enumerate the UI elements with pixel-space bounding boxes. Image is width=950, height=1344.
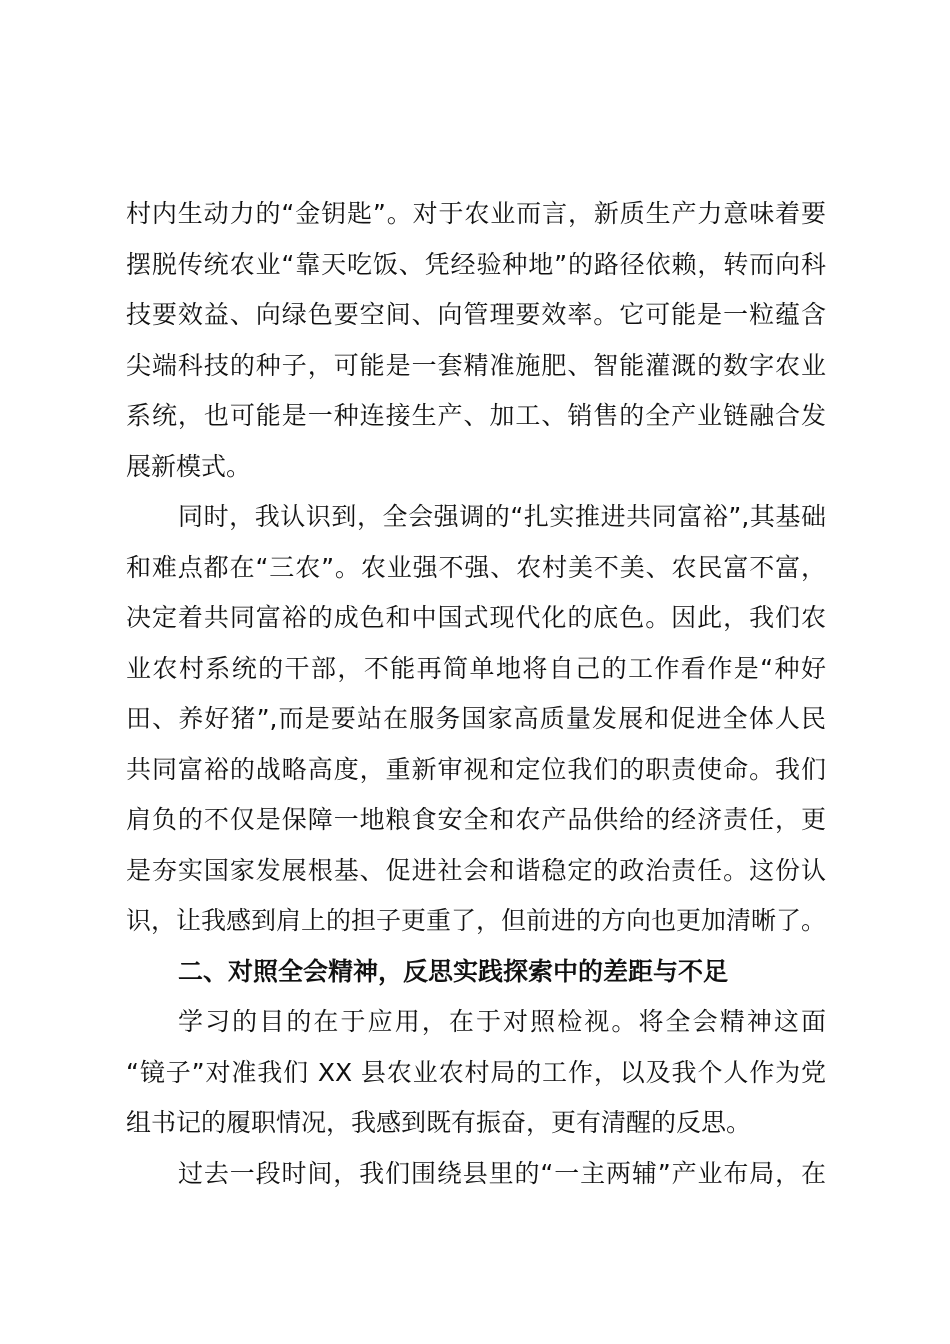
text-line: 组书记的履职情况，我感到既有振奋，更有清醒的反思。: [126, 1108, 752, 1137]
text-line: 尖端科技的种子，可能是一套精准施肥、智能灌溉的数字农业: [126, 350, 826, 380]
heading-text: 二、对照全会精神，反思实践探索中的差距与不足: [178, 956, 729, 986]
text-line: “镜子”对准我们 XX 县农业农村局的工作，以及我个人作为党: [126, 1057, 826, 1087]
text-line: 村内生动力的“金钥匙”。对于农业而言，新质生产力意味着要: [126, 199, 826, 228]
text-line: 摆脱传统农业“靠天吃饭、凭经验种地”的路径依赖，转而向科: [126, 249, 826, 279]
text-line: 展新模式。: [126, 451, 252, 481]
text-line: 肩负的不仅是保障一地粮食安全和农产品供给的经济责任，更: [126, 805, 826, 834]
text-line: 业农村系统的干部，不能再简单地将自己的工作看作是“种好: [126, 653, 826, 683]
paragraph-2: [126, 492, 826, 947]
text-line: 识，让我感到肩上的担子更重了，但前进的方向也更加清晰了。: [126, 906, 827, 935]
text-line: 共同富裕的战略高度，重新审视和定位我们的职责使命。我们: [126, 754, 826, 784]
document-body: [126, 189, 826, 1199]
section-heading: [126, 947, 826, 998]
paragraph-4: [126, 1149, 826, 1200]
text-line: 同时，我认识到，全会强调的“扎实推进共同富裕”,其基础: [178, 502, 826, 531]
text-line: 系统，也可能是一种连接生产、加工、销售的全产业链融合发: [126, 401, 826, 430]
text-line: 学习的目的在于应用，在于对照检视。将全会精神这面: [178, 1007, 826, 1036]
paragraph-3: [126, 997, 826, 1149]
text-line: 田、养好猪”,而是要站在服务国家高质量发展和促进全体人民: [126, 704, 826, 733]
text-line: 和难点都在“三农”。农业强不强、农村美不美、农民富不富，: [126, 552, 826, 582]
text-line: 技要效益、向绿色要空间、向管理要效率。它可能是一粒蕴含: [126, 300, 826, 329]
paragraph-1: [126, 189, 826, 492]
text-line: 过去一段时间，我们围绕县里的“一主两辅”产业布局，在: [178, 1158, 826, 1188]
text-line: 决定着共同富裕的成色和中国式现代化的底色。因此，我们农: [126, 603, 826, 632]
text-line: 是夯实国家发展根基、促进社会和谐稳定的政治责任。这份认: [126, 855, 826, 885]
